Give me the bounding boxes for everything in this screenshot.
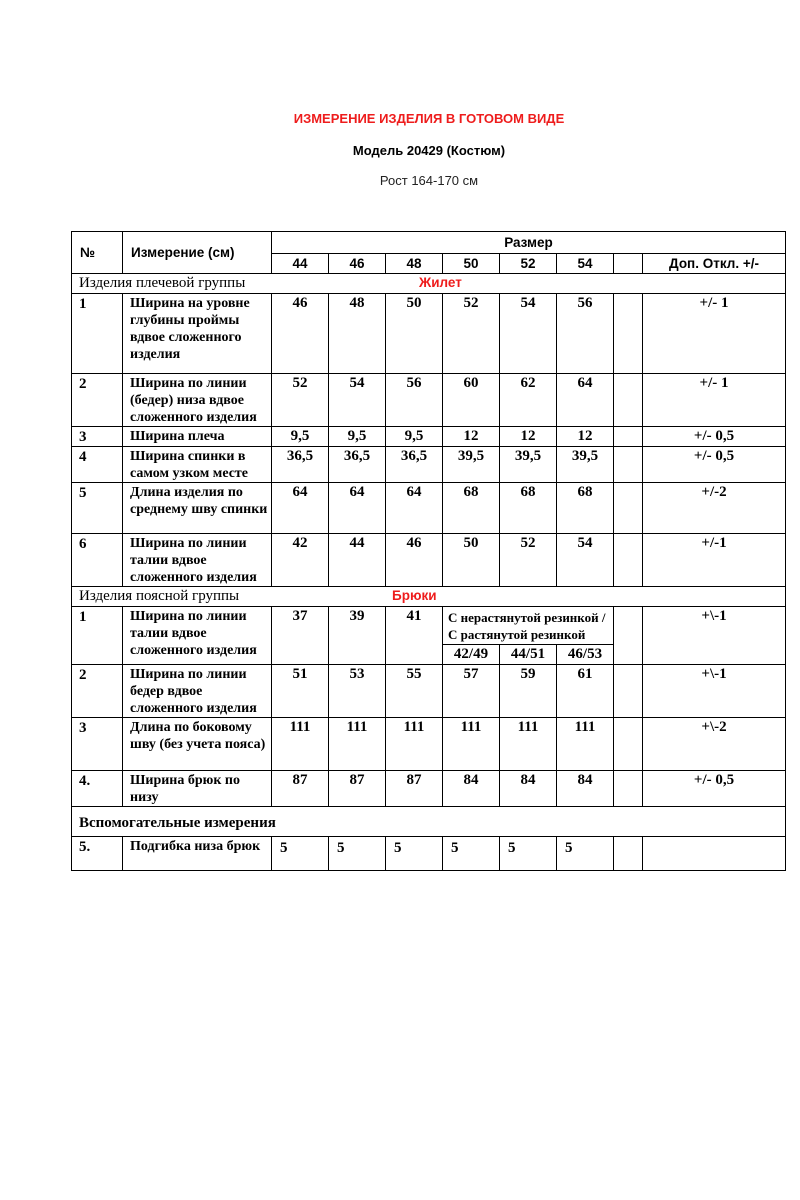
table-row [72,771,786,807]
row-number: 1 [72,294,123,374]
tolerance-value: +\-2 [643,718,786,771]
tolerance-value: +/- 0,5 [643,447,786,483]
size-value: 5 [272,837,329,871]
empty-cell [614,294,643,374]
section-waist-item: Брюки [392,588,437,603]
size-value: 64 [329,483,386,534]
table-row [72,718,786,771]
size-value: 5 [557,837,614,871]
row-number: 3 [72,718,123,771]
size-value: 39 [329,607,386,665]
size-value: 111 [329,718,386,771]
size-value: 39,5 [557,447,614,483]
size-value: 111 [272,718,329,771]
size-value: 52 [443,294,500,374]
empty-cell [614,483,643,534]
size-value: 64 [272,483,329,534]
size-value: 39,5 [500,447,557,483]
size-value: 46 [386,534,443,587]
tolerance-value [643,837,786,871]
section-shoulder [72,274,786,294]
header-size: 44 [272,254,329,274]
size-value: 5 [329,837,386,871]
empty-cell [614,447,643,483]
tolerance-value: +/- 1 [643,374,786,427]
size-value: 52 [272,374,329,427]
size-value: 54 [557,534,614,587]
size-value: 5 [443,837,500,871]
size-value: 57 [443,665,500,718]
row-description: Ширина по линии (бедер) низа вдвое сложенного изделия [123,374,272,427]
empty-cell [614,374,643,427]
table-row [72,447,786,483]
table-row [72,427,786,447]
table-row [72,607,786,645]
empty-cell [614,771,643,807]
size-value: 87 [386,771,443,807]
row-number: 2 [72,374,123,427]
size-value: 68 [443,483,500,534]
size-value: 46 [272,294,329,374]
row-description: Длина изделия по среднему шву спинки [123,483,272,534]
size-value: 54 [329,374,386,427]
size-value: 54 [500,294,557,374]
size-value: 111 [557,718,614,771]
size-value: 111 [443,718,500,771]
tolerance-value: +/-2 [643,483,786,534]
size-value: 36,5 [386,447,443,483]
size-value: 36,5 [329,447,386,483]
table-row [72,483,786,534]
elastic-note: С нерастянутой резинкой / С растянутой резинкой [443,607,614,645]
row-description: Ширина спинки в самом узком месте [123,447,272,483]
tolerance-value: +/-1 [643,534,786,587]
table-row [72,807,786,837]
size-value: 64 [386,483,443,534]
row-description: Ширина плеча [123,427,272,447]
size-value: 37 [272,607,329,665]
header-measure: Измерение (см) [123,232,272,274]
size-value: 9,5 [386,427,443,447]
size-value: 5 [386,837,443,871]
section-aux: Вспомогательные измерения [72,807,786,837]
size-value: 42 [272,534,329,587]
row-description: Ширина по линии талии вдвое сложенного изделия [123,534,272,587]
section-shoulder-label: Изделия плечевой группы [79,275,246,291]
row-description: Ширина по линии бедер вдвое сложенного изделия [123,665,272,718]
elastic-value: 42/49 [443,645,500,665]
row-number: 4. [72,771,123,807]
table-row [72,294,786,374]
size-value: 56 [386,374,443,427]
row-number: 2 [72,665,123,718]
section-waist-label: Изделия поясной группы [79,588,240,604]
row-number: 5. [72,837,123,871]
row-number: 4 [72,447,123,483]
row-description: Ширина по линии талии вдвое сложенного изделия [123,607,272,665]
section-shoulder-item: Жилет [419,275,462,290]
empty-cell [614,837,643,871]
header-num: № [72,232,123,274]
table-row [72,374,786,427]
size-value: 60 [443,374,500,427]
size-value: 68 [557,483,614,534]
size-value: 51 [272,665,329,718]
document-title: ИЗМЕРЕНИЕ ИЗДЕЛИЯ В ГОТОВОМ ВИДЕ [293,111,565,126]
size-value: 52 [500,534,557,587]
size-value: 9,5 [329,427,386,447]
size-value: 87 [329,771,386,807]
size-value: 55 [386,665,443,718]
header-size: 52 [500,254,557,274]
size-value: 12 [557,427,614,447]
header-size: 46 [329,254,386,274]
elastic-value: 46/53 [557,645,614,665]
size-value: 44 [329,534,386,587]
size-value: 84 [557,771,614,807]
size-value: 62 [500,374,557,427]
size-value: 41 [386,607,443,665]
tolerance-value: +/- 0,5 [643,427,786,447]
row-number: 3 [72,427,123,447]
size-value: 111 [386,718,443,771]
size-value: 68 [500,483,557,534]
size-value: 53 [329,665,386,718]
row-number: 6 [72,534,123,587]
empty-cell [614,607,643,665]
size-value: 12 [500,427,557,447]
size-value: 84 [443,771,500,807]
size-value: 111 [500,718,557,771]
row-description: Ширина на уровне глубины проймы вдвое сложенного изделия [123,294,272,374]
table-row [72,587,786,607]
size-value: 9,5 [272,427,329,447]
header-size: 48 [386,254,443,274]
size-value: 12 [443,427,500,447]
header-empty-cell [614,254,643,274]
size-value: 50 [443,534,500,587]
empty-cell [614,665,643,718]
header-tolerance: Доп. Откл. +/- [643,254,786,274]
header-size: 50 [443,254,500,274]
elastic-value: 44/51 [500,645,557,665]
row-description: Ширина брюк по низу [123,771,272,807]
table-row [72,837,786,871]
size-value: 36,5 [272,447,329,483]
size-value: 64 [557,374,614,427]
row-description: Подгибка низа брюк [123,837,272,871]
table-row [72,665,786,718]
size-value: 39,5 [443,447,500,483]
tolerance-value: +\-1 [643,665,786,718]
empty-cell [614,534,643,587]
size-value: 56 [557,294,614,374]
header-size: 54 [557,254,614,274]
row-number: 1 [72,607,123,665]
section-waist [72,587,786,607]
table-row [72,534,786,587]
size-value: 87 [272,771,329,807]
height-subtitle: Рост 164-170 см [379,173,479,188]
tolerance-value: +\-1 [643,607,786,665]
header-size-group: Размер [272,232,786,254]
size-value: 61 [557,665,614,718]
tolerance-value: +/- 1 [643,294,786,374]
size-value: 48 [329,294,386,374]
empty-cell [614,718,643,771]
size-value: 84 [500,771,557,807]
row-description: Длина по боковому шву (без учета пояса) [123,718,272,771]
size-value: 5 [500,837,557,871]
empty-cell [614,427,643,447]
model-subtitle: Модель 20429 (Костюм) [352,143,506,158]
size-value: 59 [500,665,557,718]
tolerance-value: +/- 0,5 [643,771,786,807]
measurement-table [71,231,786,871]
size-value: 50 [386,294,443,374]
row-number: 5 [72,483,123,534]
